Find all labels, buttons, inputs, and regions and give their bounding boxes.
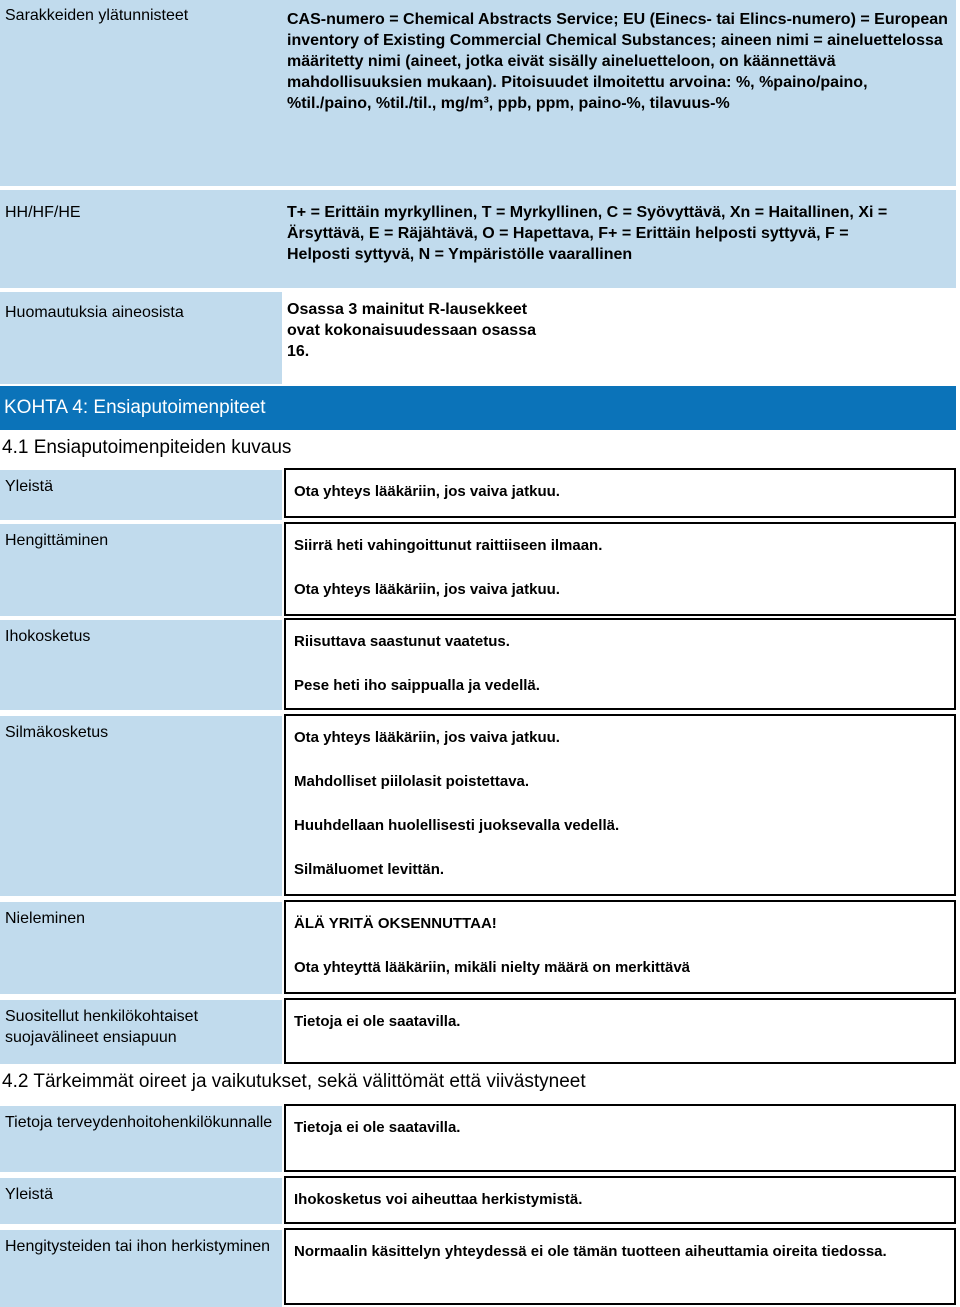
row-label-column-headers: Sarakkeiden ylätunnisteet bbox=[0, 0, 282, 186]
first-aid-line: Riisuttava saastunut vaatetus. bbox=[294, 633, 510, 650]
first-aid-line: Siirrä heti vahingoittunut raittiiseen ilmaan. bbox=[294, 537, 603, 554]
symptoms-value-sensitisation bbox=[284, 1228, 956, 1305]
first-aid-line: Tietoja ei ole saatavilla. bbox=[294, 1013, 461, 1030]
first-aid-value-inhalation bbox=[284, 522, 956, 616]
first-aid-label-ingestion: Nieleminen bbox=[0, 902, 282, 994]
subsection-title-4-1: 4.1 Ensiaputoimenpiteiden kuvaus bbox=[2, 437, 292, 458]
symptoms-value-general bbox=[284, 1176, 956, 1224]
first-aid-line: Ota yhteys lääkäriin, jos vaiva jatkuu. bbox=[294, 729, 560, 746]
first-aid-value-general bbox=[284, 468, 956, 518]
row-label-ingredient-notes: Huomautuksia aineosista bbox=[0, 292, 282, 384]
section-bar bbox=[0, 386, 956, 430]
symptoms-line: Tietoja ei ole saatavilla. bbox=[294, 1119, 461, 1136]
first-aid-line: Mahdolliset piilolasit poistettava. bbox=[294, 773, 530, 790]
row-value-column-headers: CAS-numero = Chemical Abstracts Service; EU (Einecs- tai Elincs-numero) = European inventory of Existing Commercial Chemical Substances; aineen nimi = aineluettelossa määritetty nimi (aineet, jotka eivät sisälly aineluetteloon, on käännettävä mahdollisuuksien mukaan). Pitoisuudet ilmoitettu arvoina: %, %paino/paino, %til./paino, %til./til., mg/m³, ppb, ppm, paino-%, tilavuus-% bbox=[282, 0, 956, 186]
row-value-ingredient-notes: Osassa 3 mainitut R-lausekkeet ovat kokonaisuudessaan osassa 16. bbox=[282, 292, 956, 384]
first-aid-value-eye bbox=[284, 714, 956, 896]
first-aid-label-ppe: Suositellut henkilökohtaiset suojavälineet ensiapuun bbox=[0, 1000, 282, 1064]
row-value-hazard-symbols: T+ = Erittäin myrkyllinen, T = Myrkyllinen, C = Syövyttävä, Xn = Haitallinen, Xi = Ärsyttävä, E = Räjähtävä, O = Hapettava, F+ = Erittäin helposti syttyvä, F = Helposti syttyvä, N = Ympäristölle vaarallinen bbox=[282, 190, 956, 288]
symptoms-line: Normaalin käsittelyn yhteydessä ei ole tämän tuotteen aiheuttamia oireita tiedossa. bbox=[294, 1243, 887, 1260]
symptoms-line: Ihokosketus voi aiheuttaa herkistymistä. bbox=[294, 1191, 583, 1208]
row-label-hazard-symbols: HH/HF/HE bbox=[0, 190, 282, 288]
subsection-title-4-2: 4.2 Tärkeimmät oireet ja vaikutukset, sekä välittömät että viivästyneet bbox=[2, 1071, 586, 1092]
first-aid-line: Huuhdellaan huolellisesti juoksevalla vedellä. bbox=[294, 817, 620, 834]
first-aid-line: Pese heti iho saippualla ja vedellä. bbox=[294, 677, 540, 694]
first-aid-value-ingestion bbox=[284, 900, 956, 994]
first-aid-label-eye: Silmäkosketus bbox=[0, 716, 282, 896]
first-aid-value-skin bbox=[284, 618, 956, 710]
symptoms-label-health-staff: Tietoja terveydenhoitohenkilökunnalle bbox=[0, 1106, 282, 1172]
symptoms-label-general: Yleistä bbox=[0, 1178, 282, 1224]
symptoms-label-sensitisation: Hengitysteiden tai ihon herkistyminen bbox=[0, 1230, 282, 1307]
section-title: KOHTA 4: Ensiaputoimenpiteet bbox=[4, 397, 266, 418]
first-aid-label-skin: Ihokosketus bbox=[0, 620, 282, 710]
first-aid-line: Ota yhteyttä lääkäriin, mikäli nielty määrä on merkittävä bbox=[294, 959, 691, 976]
first-aid-label-inhalation: Hengittäminen bbox=[0, 524, 282, 616]
first-aid-line: Ota yhteys lääkäriin, jos vaiva jatkuu. bbox=[294, 483, 560, 500]
first-aid-value-ppe bbox=[284, 998, 956, 1064]
first-aid-line: ÄLÄ YRITÄ OKSENNUTTAA! bbox=[294, 915, 497, 932]
symptoms-value-health-staff bbox=[284, 1104, 956, 1172]
first-aid-label-general: Yleistä bbox=[0, 470, 282, 520]
first-aid-line: Ota yhteys lääkäriin, jos vaiva jatkuu. bbox=[294, 581, 560, 598]
first-aid-line: Silmäluomet levittän. bbox=[294, 861, 445, 878]
